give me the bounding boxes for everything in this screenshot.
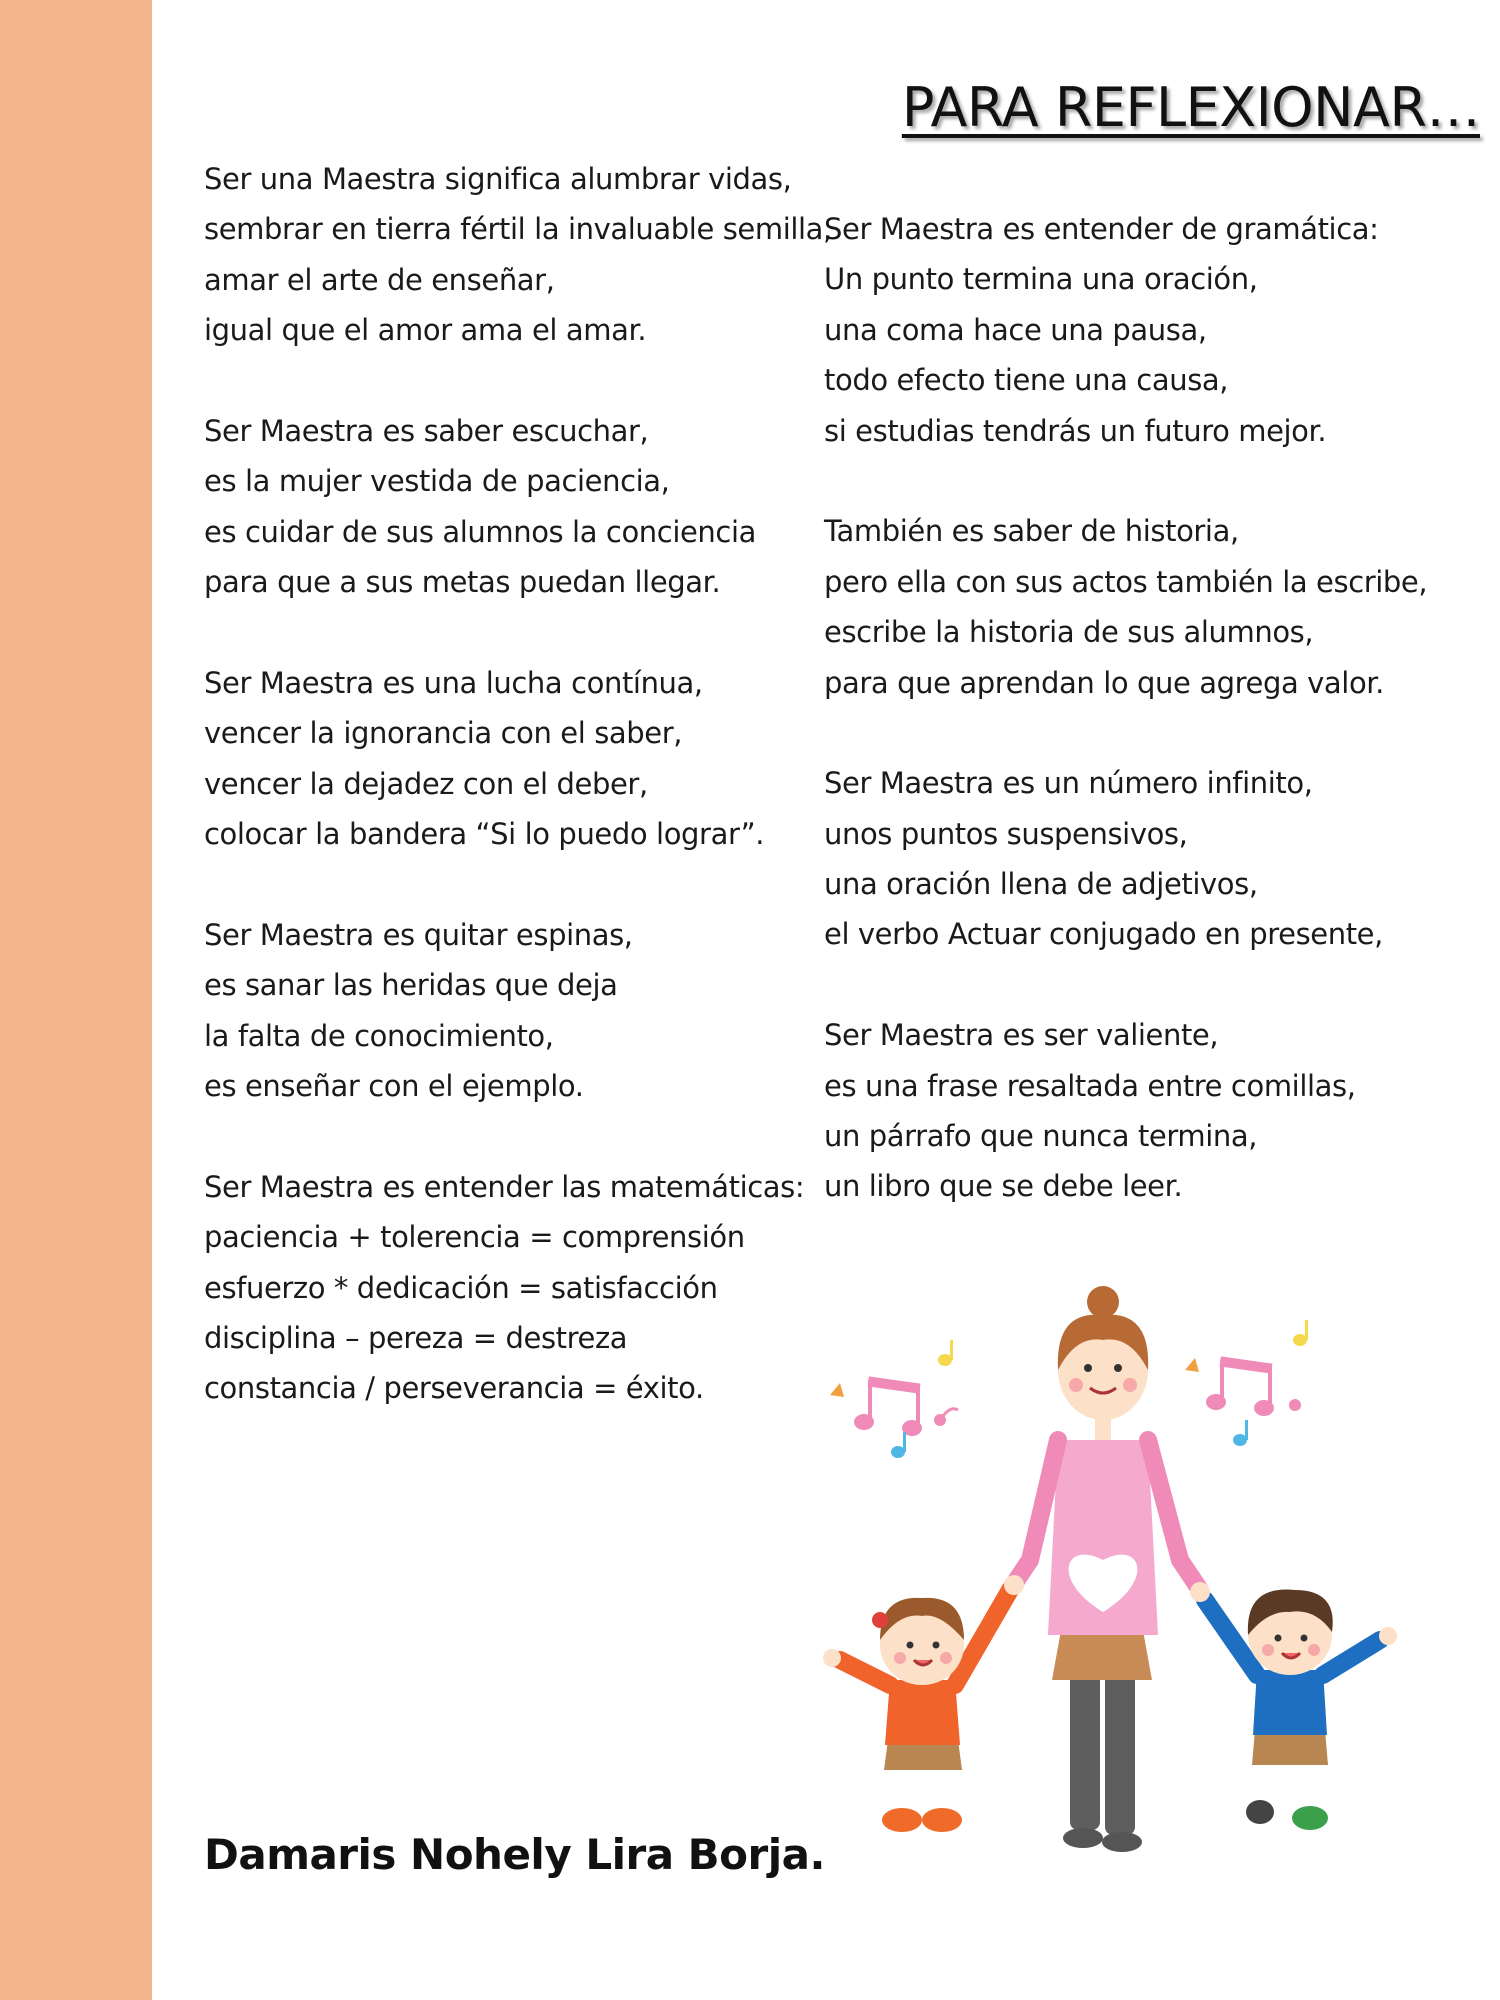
poem-line: para que aprendan lo que agrega valor. xyxy=(824,665,1384,700)
poem-line: escribe la historia de sus alumnos, xyxy=(824,615,1314,650)
poem-line: la falta de conocimiento, xyxy=(204,1018,554,1053)
poem-line: Ser una Maestra significa alumbrar vidas, xyxy=(204,162,792,196)
poem-line: es cuidar de sus alumnos la conciencia xyxy=(204,514,756,549)
poem-line: paciencia + tolerencia = comprensión xyxy=(204,1220,745,1255)
poem-line: Ser Maestra es saber escuchar, xyxy=(204,413,649,448)
poem-line: es sanar las heridas que deja xyxy=(204,968,618,1003)
poem-line: disciplina – pereza = destreza xyxy=(204,1320,628,1355)
teacher-figure xyxy=(1010,1286,1200,1852)
poem-line: un párrafo que nunca termina, xyxy=(824,1119,1258,1154)
poem-line: vencer la ignorancia con el saber, xyxy=(204,716,683,751)
poem-line: Ser Maestra es ser valiente, xyxy=(824,1018,1219,1053)
poem-line xyxy=(204,1111,824,1161)
poem-left-column xyxy=(204,154,832,1414)
girl-figure xyxy=(823,1575,1024,1832)
boy-figure xyxy=(1190,1582,1397,1830)
poem-line: es la mujer vestida de paciencia, xyxy=(204,464,670,499)
poem-line: es una frase resaltada entre comillas, xyxy=(824,1068,1356,1103)
poem-line: para que a sus metas puedan llegar. xyxy=(204,565,721,600)
poem-line: esfuerzo * dedicación = satisfacción xyxy=(204,1270,718,1305)
decorative-sidebar xyxy=(0,0,152,2000)
poem-line: Ser Maestra es un número infinito, xyxy=(824,766,1313,801)
poem-line: igual que el amor ama el amar. xyxy=(204,313,647,348)
poem-line: constancia / perseverancia = éxito. xyxy=(204,1371,704,1406)
poem-right-column xyxy=(824,204,1484,1212)
poem-line xyxy=(824,960,1484,1010)
music-notes-left-icon xyxy=(830,1340,958,1458)
poem-line xyxy=(204,356,824,406)
poem-line xyxy=(824,456,1484,506)
poem-line: vencer la dejadez con el deber, xyxy=(204,766,648,801)
poem-line: Ser Maestra es entender de gramática: xyxy=(824,212,1379,246)
poem-line: pero ella con sus actos también la escribe, xyxy=(824,564,1428,599)
poem-line: Ser Maestra es una lucha contínua, xyxy=(204,665,703,700)
poem-line xyxy=(204,859,824,909)
poem-line: unos puntos suspensivos, xyxy=(824,816,1188,851)
music-notes-right-icon xyxy=(1185,1320,1308,1446)
poem-line: una coma hace una pausa, xyxy=(824,312,1207,347)
poem-line: un libro que se debe leer. xyxy=(824,1169,1183,1204)
poem-line xyxy=(824,708,1484,758)
poem-line: es enseñar con el ejemplo. xyxy=(204,1069,584,1104)
poem-line: Un punto termina una oración, xyxy=(824,262,1258,297)
poem-line: si estudias tendrás un futuro mejor. xyxy=(824,413,1327,448)
poem-line: También es saber de historia, xyxy=(824,514,1239,549)
teacher-with-children-icon xyxy=(790,1240,1430,1880)
poem-line: Ser Maestra es quitar espinas, xyxy=(204,917,633,952)
poem-line: el verbo Actuar conjugado en presente, xyxy=(824,917,1383,952)
page-title: PARA REFLEXIONAR… xyxy=(901,76,1480,140)
author-name: Damaris Nohely Lira Borja. xyxy=(204,1830,825,1879)
poem-line: todo efecto tiene una causa, xyxy=(824,363,1229,398)
poem-line xyxy=(204,608,824,658)
poem-line: colocar la bandera “Si lo puedo lograr”. xyxy=(204,817,765,852)
poem-line: una oración llena de adjetivos, xyxy=(824,867,1258,902)
poem-line: amar el arte de enseñar, xyxy=(204,262,555,297)
poem-line: sembrar en tierra fértil la invaluable semilla, xyxy=(204,212,832,247)
poem-line: Ser Maestra es entender las matemáticas: xyxy=(204,1169,805,1204)
